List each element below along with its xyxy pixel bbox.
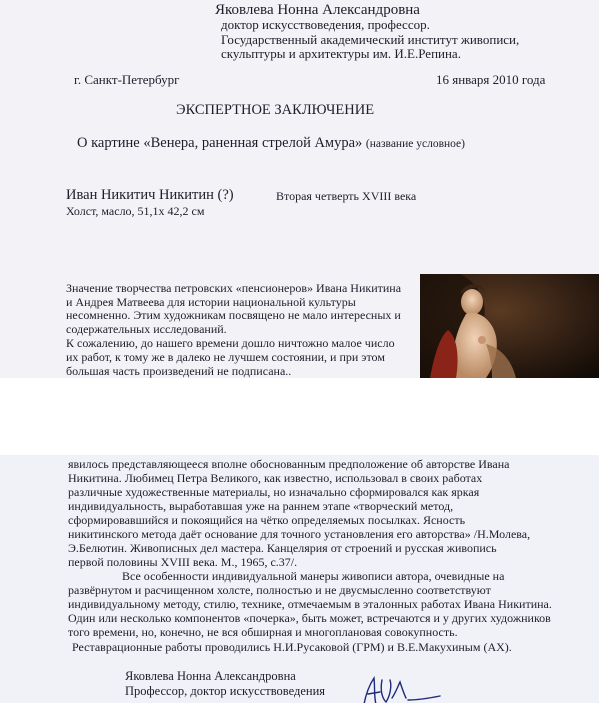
document-title: ЭКСПЕРТНОЕ ЗАКЛЮЧЕНИЕ [176,102,375,118]
body-line: большая часть произведений не подписана.. [66,364,292,378]
document-date: 16 января 2010 года [436,72,546,87]
painting-subject-note: (название условное) [365,138,465,150]
signoff-title: Профессор, доктор искусствоведения [125,684,326,698]
body-line: и Андрея Матвеева для истории национальной культуры [66,295,356,309]
painting-medium: Холст, масло, 51,1х 42,2 см [66,204,205,218]
institution-line-1: Государственный академический институт живописи, [221,32,520,47]
body-line: первой половины XVIII века. М., 1965, с.37/. [68,555,298,569]
place: г. Санкт-Петербург [74,72,180,87]
author-credentials: доктор искусствоведения, профессор. [221,17,430,32]
painting-subject-text: О картине «Венера, раненная стрелой Амура» [77,135,363,151]
body-line: сформировавшийся и покоящийся на чётко определяемых посылках. Ясность [68,513,466,527]
body-line: различные художественные материалы, но изначально сформировался как яркая [68,485,480,499]
body-line: Реставрационные работы проводились Н.И.Русаковой (ГРМ) и В.Е.Макухиным (АХ). [72,640,512,654]
document-page-bottom [0,455,599,703]
redaction-block [205,706,599,725]
body-line: того времени, но, конечно, не вся обширная и многоплановая совокупность. [68,625,458,639]
signoff-name: Яковлева Нонна Александровна [125,669,296,683]
body-line: несомненно. Этим художникам посвящено не мало интересных и [66,308,401,322]
blank-gap [0,378,599,455]
body-line: Все особенности индивидуальной манеры живописи автора, очевидные на [122,569,505,583]
body-line: Один или несколько компонентов «почерка», быть может, встречаются и у других художников [68,611,551,625]
painting-period: Вторая четверть XVIII века [276,189,417,203]
painting-subject [77,136,465,151]
body-line: явилось представляющееся вполне обоснованным предположение об авторстве Ивана [68,457,510,471]
institution-line-2: скульптуры и архитектуры им. И.Е.Репина. [221,46,461,61]
painting-thumbnail [420,274,599,378]
body-line: индивидуальность, выработавшая уже на раннем этапе «творческий метод, [68,499,454,513]
body-line: индивидуальному методу, стилю, технике, отмечаемым в эталонных работах Ивана Никитина. [68,597,552,611]
body-line: никитинского метода даёт основание для точного установления его авторства» /Н.Молева, [68,527,531,541]
artist-name: Иван Никитич Никитин (?) [66,187,234,203]
author-name: Яковлева Нонна Александровна [215,2,420,18]
body-line: развёрнутом и расчищенном холсте, полностью и не двусмысленно соответствуют [68,583,491,597]
body-line: Э.Белютин. Живописных дел мастера. Канцелярия от строений и русская живопись [68,541,497,555]
body-line: их работ, к тому же в далеко не лучшем состоянии, и при этом [66,350,385,364]
body-line: Значение творчества петровских «пенсионеров» Ивана Никитина [66,281,402,295]
body-line: К сожалению, до нашего времени дошло ничтожно малое число [66,336,395,350]
body-line: содержательных исследований. [66,322,227,336]
body-line: Никитина. Любимец Петра Великого, как известно, использовал в своих работах [68,471,483,485]
